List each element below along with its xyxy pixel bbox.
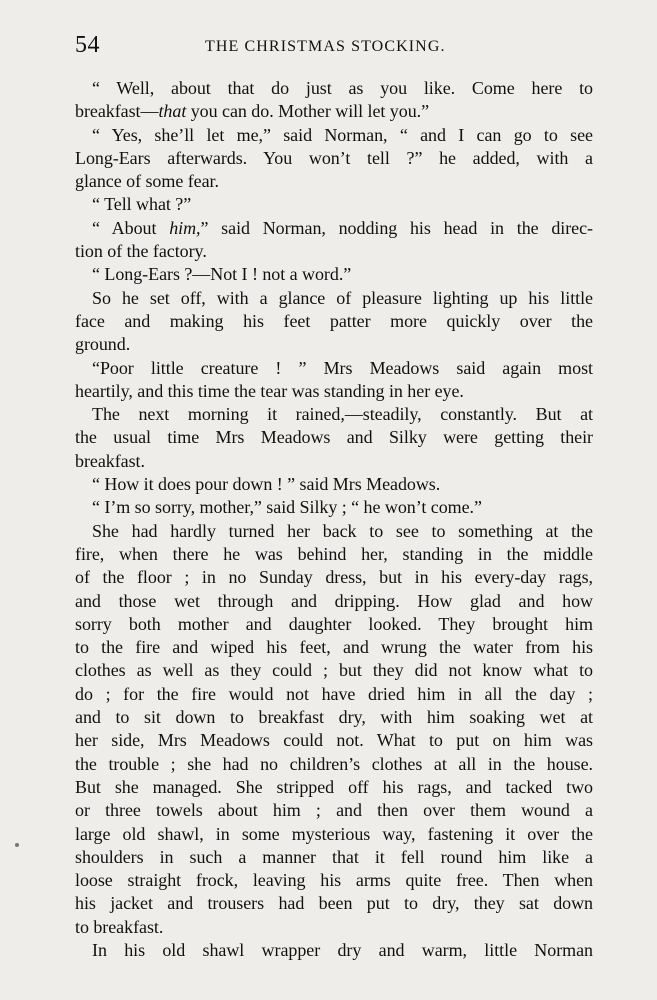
text-line: “ Tell what ?” bbox=[92, 194, 192, 215]
text-run: you can do. Mother will let you.” bbox=[186, 101, 430, 122]
text-line: her side, Mrs Meadows could not. What to put on him was bbox=[75, 730, 593, 751]
text-line: “Poor little creature ! ” Mrs Meadows said again most bbox=[92, 357, 593, 378]
text-run: “ About bbox=[92, 217, 170, 238]
text-line: fire, when there he was behind her, standing in the middle bbox=[75, 543, 593, 564]
text-line: and those wet through and dripping. How glad and how bbox=[75, 590, 593, 611]
text-line: large old shawl, in some mysterious way, fastening it over the bbox=[75, 823, 593, 844]
text-line: and to sit down to breakfast dry, with him soaking wet at bbox=[75, 707, 593, 728]
text-line: “ Yes, she’ll let me,” said Norman, “ and I can go to see bbox=[92, 124, 593, 145]
body-text bbox=[75, 77, 593, 962]
ink-mark bbox=[15, 843, 19, 847]
text-line: sorry both mother and daughter looked. They brought him bbox=[75, 613, 593, 634]
text-line: the usual time Mrs Meadows and Silky were getting their bbox=[75, 427, 593, 448]
text-line: the trouble ; she had no children’s clothes at all in the house. bbox=[75, 753, 593, 774]
text-line: do ; for the fire would not have dried him in all the day ; bbox=[75, 683, 593, 704]
text-line: She had hardly turned her back to see to something at the bbox=[92, 520, 593, 541]
text-line: But she managed. She stripped off his rags, and tacked two bbox=[75, 776, 593, 797]
text-line: So he set off, with a glance of pleasure lighting up his little bbox=[92, 287, 593, 308]
text-line: tion of the factory. bbox=[75, 241, 207, 262]
running-title: THE CHRISTMAS STOCKING. bbox=[205, 38, 446, 55]
text-line: of the floor ; in no Sunday dress, but in his every-day rags, bbox=[75, 567, 593, 588]
text-line: “ Well, about that do just as you like. Come here to bbox=[92, 78, 593, 98]
page-number: 54 bbox=[75, 32, 100, 58]
text-run: ” said Norman, nodding his head in the direc- bbox=[200, 217, 593, 238]
italic-text-run: that bbox=[158, 101, 187, 122]
text-line: clothes as well as they could ; but they did not know what to bbox=[75, 660, 593, 681]
text-line: The next morning it rained,—steadily, constantly. But at bbox=[92, 404, 593, 425]
text-run: breakfast— bbox=[75, 101, 159, 122]
text-line: ground. bbox=[75, 334, 131, 355]
text-line: breakfast. bbox=[75, 450, 145, 471]
text-line bbox=[75, 100, 593, 123]
page-header bbox=[75, 30, 605, 60]
text-line: glance of some fear. bbox=[75, 171, 219, 192]
text-line bbox=[75, 217, 593, 240]
text-line: loose straight frock, leaving his arms quite free. Then when bbox=[75, 870, 593, 891]
text-line: or three towels about him ; and then over them wound a bbox=[75, 800, 593, 821]
text-line: In his old shawl wrapper dry and warm, little Norman bbox=[92, 939, 593, 960]
text-line: “ I’m so sorry, mother,” said Silky ; “ he won’t come.” bbox=[92, 497, 482, 518]
italic-text-run: him, bbox=[169, 217, 201, 238]
text-line: to the fire and wiped his feet, and wrung the water from his bbox=[75, 637, 593, 658]
text-line: heartily, and this time the tear was standing in her eye. bbox=[75, 380, 464, 401]
text-line: shoulders in such a manner that it fell round him like a bbox=[75, 846, 593, 867]
text-line: face and making his feet patter more quickly over the bbox=[75, 310, 593, 331]
text-line: Long-Ears afterwards. You won’t tell ?” he added, with a bbox=[75, 147, 593, 168]
text-line: his jacket and trousers had been put to dry, they sat down bbox=[75, 893, 593, 914]
text-line: to breakfast. bbox=[75, 916, 164, 937]
text-line: “ Long-Ears ?—Not I ! not a word.” bbox=[92, 264, 352, 285]
text-line: “ How it does pour down ! ” said Mrs Meadows. bbox=[92, 474, 441, 495]
